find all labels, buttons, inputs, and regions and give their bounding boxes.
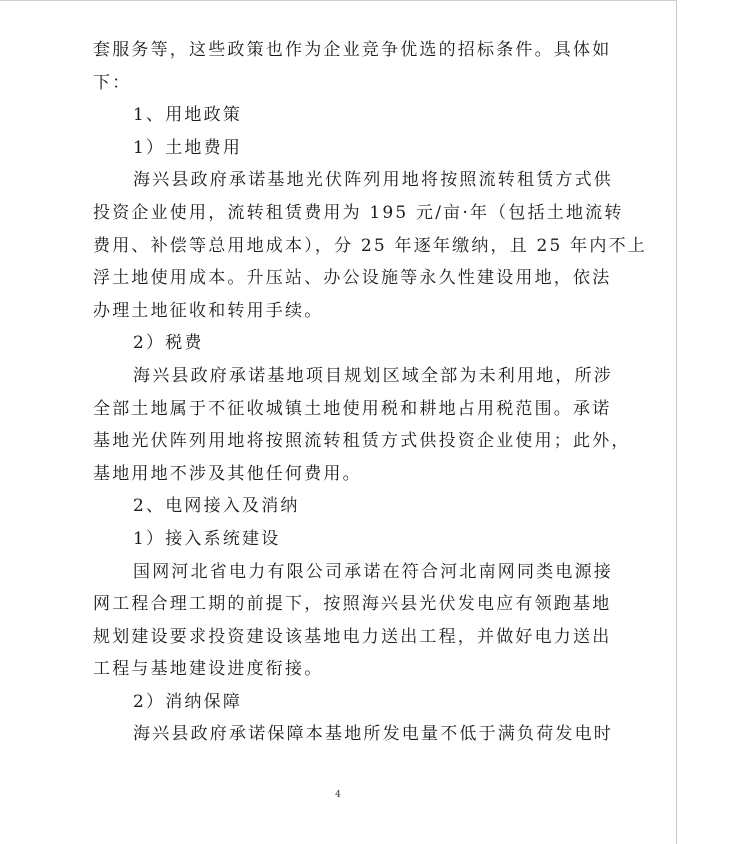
subsection-heading: 1）土地费用 — [133, 137, 243, 158]
paragraph-line: 海兴县政府承诺基地光伏阵列用地将按照流转租赁方式供 — [133, 170, 613, 191]
paragraph-line: 基地用地不涉及其他任何费用。 — [93, 463, 362, 484]
paragraph-line: 办理土地征收和转用手续。 — [93, 300, 324, 321]
section-heading: 1、用地政策 — [133, 105, 243, 126]
paragraph-line: 基地光伏阵列用地将按照流转租赁方式供投资企业使用；此外， — [93, 431, 631, 452]
paragraph-line: 浮土地使用成本。升压站、办公设施等永久性建设用地，依法 — [93, 268, 612, 289]
subsection-heading: 1）接入系统建设 — [133, 528, 281, 549]
paragraph-line: 投资企业使用，流转租赁费用为 195 元/亩·年（包括土地流转 — [93, 202, 624, 223]
page-right-edge — [676, 0, 677, 844]
subsection-heading: 2）消纳保障 — [133, 691, 243, 712]
paragraph-line: 网工程合理工期的前提下，按照海兴县光伏发电应有领跑基地 — [93, 594, 612, 615]
paragraph-line: 下： — [93, 72, 132, 93]
paragraph-line: 费用、补偿等总用地成本），分 25 年逐年缴纳，且 25 年内不上 — [93, 235, 647, 256]
paragraph-line: 海兴县政府承诺保障本基地所发电量不低于满负荷发电时 — [133, 724, 613, 745]
paragraph-line: 国网河北省电力有限公司承诺在符合河北南网同类电源接 — [133, 561, 613, 582]
paragraph-line: 规划建设要求投资建设该基地电力送出工程，并做好电力送出 — [93, 626, 612, 647]
page-top-edge — [0, 0, 676, 1]
document-body — [93, 34, 647, 751]
paragraph-line: 全部土地属于不征收城镇土地使用税和耕地占用税范围。承诺 — [93, 398, 612, 419]
paragraph-line: 工程与基地建设进度衔接。 — [93, 659, 324, 680]
paragraph-line: 海兴县政府承诺基地项目规划区域全部为未利用地，所涉 — [133, 365, 613, 386]
page-number: 4 — [335, 790, 341, 800]
paragraph-line: 套服务等，这些政策也作为企业竞争优选的招标条件。具体如 — [93, 40, 612, 60]
subsection-heading: 2）税费 — [133, 333, 204, 354]
section-heading: 2、电网接入及消纳 — [133, 496, 300, 517]
